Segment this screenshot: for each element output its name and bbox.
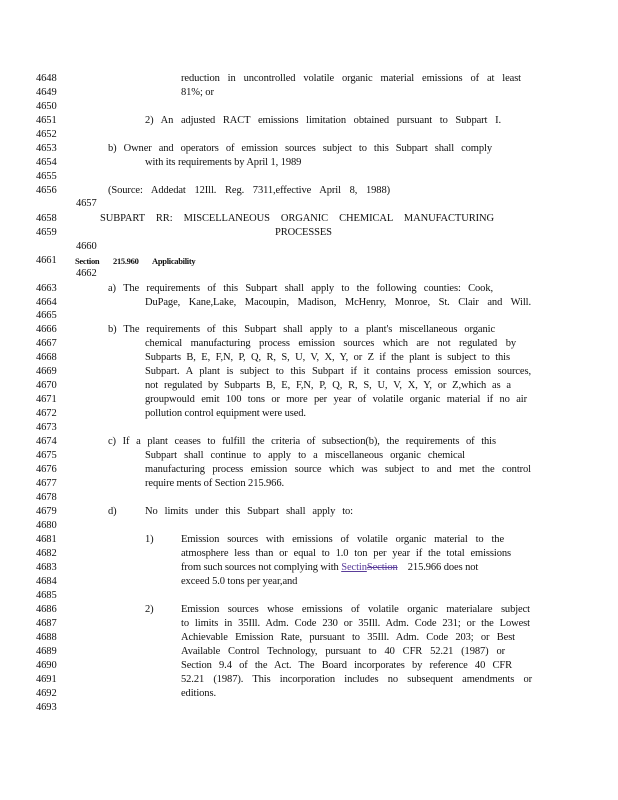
line-number: 4666 xyxy=(36,324,57,335)
line-number: 4684 xyxy=(36,576,57,587)
line-number: 4686 xyxy=(36,604,57,615)
line-number: 4660 xyxy=(76,241,97,252)
text-line: Achievable Emission Rate, pursuant to 35Ill. Adm. Code 203; or Best xyxy=(181,632,515,643)
line-number: 4688 xyxy=(36,632,57,643)
text-line: Emission sources whose emissions of volatile organic materialare subject xyxy=(181,604,530,615)
text-line: atmosphere less than or equal to 1.0 ton per year if the total emissions xyxy=(181,548,511,559)
line-number: 4670 xyxy=(36,380,57,391)
line-number: 4668 xyxy=(36,352,57,363)
text-line: b) The requirements of this Subpart shall apply to a plant's miscellaneous organic xyxy=(108,324,495,335)
text-fragment: 215.966 does not xyxy=(407,562,479,573)
line-number: 4648 xyxy=(36,73,57,84)
text-line: to limits in 35Ill. Adm. Code 230 or 35Ill. Adm. Code 231; or the Lowest xyxy=(181,618,530,629)
line-number: 4691 xyxy=(36,674,57,685)
section-label: Section xyxy=(75,256,100,266)
text-line: pollution control equipment were used. xyxy=(145,408,306,419)
line-number: 4671 xyxy=(36,394,57,405)
text-line: Subparts B, E, F,N, P, Q, R, S, U, V, X, Y, or Z if the plant is subject to this xyxy=(145,352,510,363)
text-line: reduction in uncontrolled volatile organic material emissions of at least xyxy=(181,73,521,84)
text-line: manufacturing process emission source which was subject to and met the control xyxy=(145,464,531,475)
line-number: 4689 xyxy=(36,646,57,657)
line-number: 4669 xyxy=(36,366,57,377)
line-number: 4675 xyxy=(36,450,57,461)
list-label: 1) xyxy=(145,534,154,545)
line-number: 4659 xyxy=(36,227,57,238)
line-number: 4692 xyxy=(36,688,57,699)
line-number: 4679 xyxy=(36,506,57,517)
text-line: Emission sources with emissions of volatile organic material to the xyxy=(181,534,504,545)
line-number: 4658 xyxy=(36,213,57,224)
line-number: 4683 xyxy=(36,562,57,573)
line-number: 4662 xyxy=(76,268,97,279)
section-number: 215.960 xyxy=(113,256,139,266)
line-number: 4654 xyxy=(36,157,57,168)
line-number: 4655 xyxy=(36,171,57,182)
line-number: 4681 xyxy=(36,534,57,545)
line-number: 4650 xyxy=(36,101,57,112)
text-line: require ments of Section 215.966. xyxy=(145,478,285,489)
line-number: 4682 xyxy=(36,548,57,559)
line-number: 4690 xyxy=(36,660,57,671)
subpart-heading: PROCESSES xyxy=(275,227,332,238)
line-number: 4664 xyxy=(36,297,57,308)
deleted-text: Section xyxy=(366,562,398,573)
text-line: groupwould emit 100 tons or more per year of volatile organic material if no air xyxy=(145,394,527,405)
text-line: a) The requirements of this Subpart shall apply to the following counties: Cook, xyxy=(108,283,493,294)
source-note: (Source: Addedat 12Ill. Reg. 7311,effective April 8, 1988) xyxy=(108,185,390,196)
line-number: 4685 xyxy=(36,590,57,601)
inserted-text: Sectin xyxy=(341,562,367,573)
text-line: exceed 5.0 tons per year,and xyxy=(181,576,298,587)
text-line: Subpart shall continue to apply to a miscellaneous organic chemical xyxy=(145,450,465,461)
line-number: 4652 xyxy=(36,129,57,140)
text-line xyxy=(181,561,478,575)
line-number: 4687 xyxy=(36,618,57,629)
line-number: 4673 xyxy=(36,422,57,433)
text-fragment: from such sources not complying with xyxy=(181,562,339,573)
line-number: 4667 xyxy=(36,338,57,349)
line-number: 4693 xyxy=(36,702,57,713)
subpart-heading: SUBPART RR: MISCELLANEOUS ORGANIC CHEMICAL MANUFACTURING xyxy=(100,213,494,224)
text-line: Subpart. A plant is subject to this Subpart if it contains process emission sources, xyxy=(145,366,531,377)
line-number: 4651 xyxy=(36,115,57,126)
text-line: c) If a plant ceases to fulfill the criteria of subsection(b), the requirements of this xyxy=(108,436,496,447)
line-number: 4661 xyxy=(36,255,57,266)
line-number: 4674 xyxy=(36,436,57,447)
line-number: 4678 xyxy=(36,492,57,503)
line-number: 4677 xyxy=(36,478,57,489)
text-line: 52.21 (1987). This incorporation includes no subsequent amendments or xyxy=(181,674,532,685)
line-number: 4663 xyxy=(36,283,57,294)
section-title: Applicability xyxy=(152,256,196,266)
line-number: 4680 xyxy=(36,520,57,531)
text-line: No limits under this Subpart shall apply to: xyxy=(145,506,353,517)
text-line: not regulated by Subparts B, E, F,N, P, Q, R, S, U, V, X, Y, or Z,which as a xyxy=(145,380,511,391)
line-number: 4653 xyxy=(36,143,57,154)
text-line: Section 9.4 of the Act. The Board incorporates by reference 40 CFR xyxy=(181,660,512,671)
text-line: 2) An adjusted RACT emissions limitation obtained pursuant to Subpart I. xyxy=(145,115,501,126)
line-number: 4672 xyxy=(36,408,57,419)
text-line: b) Owner and operators of emission sources subject to this Subpart shall comply xyxy=(108,143,492,154)
text-line: DuPage, Kane,Lake, Macoupin, Madison, McHenry, Monroe, St. Clair and Will. xyxy=(145,297,531,308)
list-label: d) xyxy=(108,506,117,517)
text-line: 81%; or xyxy=(181,87,214,98)
list-label: 2) xyxy=(145,604,154,615)
line-number: 4657 xyxy=(76,198,97,209)
text-line: editions. xyxy=(181,688,216,699)
line-number: 4656 xyxy=(36,185,57,196)
line-number: 4649 xyxy=(36,87,57,98)
line-number: 4676 xyxy=(36,464,57,475)
text-line: Available Control Technology, pursuant to 40 CFR 52.21 (1987) or xyxy=(181,646,505,657)
text-line: with its requirements by April 1, 1989 xyxy=(145,157,302,168)
line-number: 4665 xyxy=(36,310,57,321)
text-line: chemical manufacturing process emission sources which are not regulated by xyxy=(145,338,516,349)
